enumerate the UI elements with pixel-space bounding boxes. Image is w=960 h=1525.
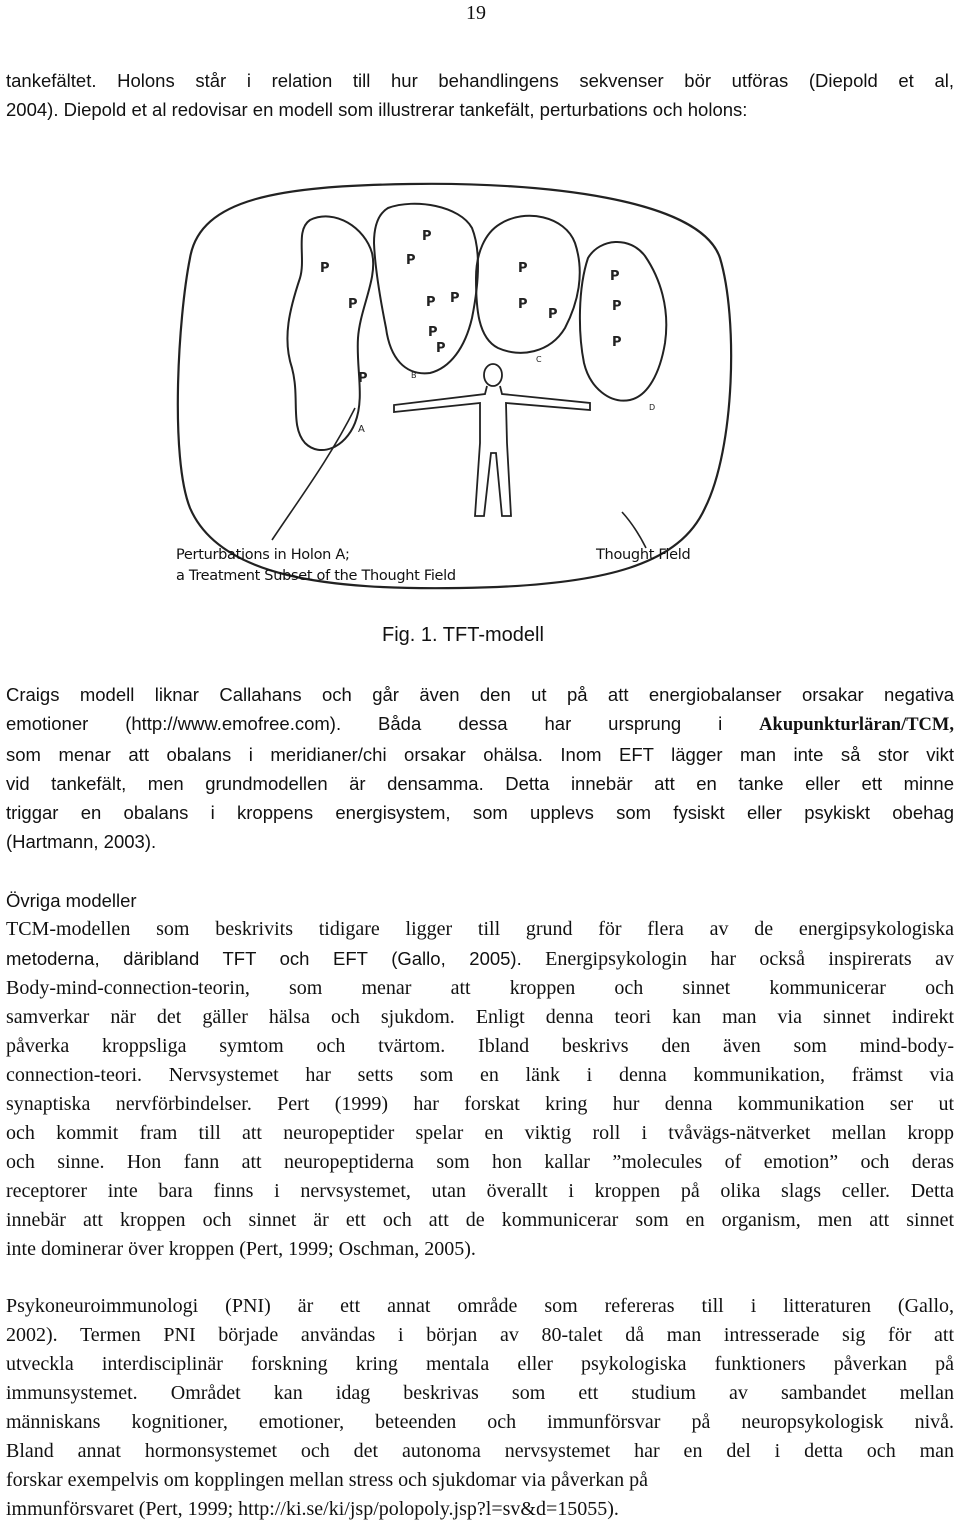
ovriga-line: och sinne. Hon fann att neuropeptiderna som hon kallar ”molecules of emotion” och deras: [6, 1151, 954, 1173]
page-number: 19: [466, 2, 486, 24]
ovriga-line: connection-teori. Nervsystemet har setts som en länk i denna kommunikation, främst via: [6, 1064, 954, 1086]
perturbation-p: P: [518, 297, 528, 312]
perturbation-marks: [320, 229, 655, 435]
pni-line: Psykoneuroimmunologi (PNI) är ett annat område som refereras till i litteraturen (Gallo,: [6, 1295, 954, 1317]
perturbation-p: P: [358, 371, 368, 386]
craig-line: vid tankefält, men grundmodellen är densamma. Detta innebär att en tanke eller ett minne: [6, 773, 954, 794]
figure-label-perturbations: Perturbations in Holon A;: [176, 547, 350, 563]
craig-line: Craigs modell liknar Callahans och går även den ut på att energiobalanser orsakar negativa: [6, 684, 954, 705]
craig-line: (Hartmann, 2003).: [6, 831, 157, 852]
pointer-thought-field-line: [622, 512, 646, 548]
ovriga-line: inte dominerar över kroppen (Pert, 1999; Oschman, 2005).: [6, 1238, 476, 1260]
craig-url-text: emotioner (http://www.emofree.com).: [6, 713, 342, 734]
figure-label-thought-field: Thought Field: [596, 547, 691, 563]
ovriga-line: TCM-modellen som beskrivits tidigare ligger till grund för flera av de energipsykologiska: [6, 918, 954, 940]
perturbation-p: P: [422, 229, 432, 244]
human-figure: [394, 364, 590, 516]
ovriga-line: innebär att kroppen och sinnet är ett och att de kommunicerar som en organism, men att sinnet: [6, 1209, 954, 1231]
holon-c: [476, 216, 580, 353]
ovriga-line: receptorer inte bara finns i nervsystemet, utan överallt i kroppen på olika slags celler. Detta: [6, 1180, 954, 1202]
ovriga-line: samverkar när det gäller hälsa och sjukdom. Enligt denna teori kan man via sinnet indirekt: [6, 1006, 954, 1028]
pni-line: människans kognitioner, emotioner, beteenden och immunförsvar på neuropsykologisk nivå.: [6, 1411, 954, 1433]
perturbation-p: P: [320, 261, 330, 276]
perturbation-p: P: [406, 253, 416, 268]
ovriga-line: synaptiska nervförbindelser. Pert (1999) har forskat kring hur denna kommunikation ser ut: [6, 1093, 954, 1115]
perturbation-p: P: [612, 335, 622, 350]
pni-paragraph: [6, 1292, 954, 1524]
holon-c-label: C: [536, 355, 542, 364]
intro-paragraph: [6, 66, 954, 124]
holon-a: [287, 216, 373, 450]
ovriga-line: [6, 944, 954, 974]
pni-line: forskar exempelvis om kopplingen mellan stress och sjukdomar via påverkan på: [6, 1469, 649, 1491]
craig-line: [6, 709, 954, 740]
ovriga-text: Energipsykologin har också inspirerats av: [521, 948, 954, 970]
perturbation-p: P: [450, 291, 460, 306]
ovriga-line: och kommit fram till att neuropeptider spelar en viktig roll i tvåvägs-nätverket mellan kropp: [6, 1122, 954, 1144]
perturbation-p: P: [548, 307, 558, 322]
craig-paragraph: [6, 680, 954, 856]
ovriga-line: påverka kroppsliga symtom och tvärtom. Ibland beskrivs den även som mind-body-: [6, 1035, 954, 1057]
holon-b-label: B: [411, 371, 417, 380]
perturbation-p: P: [428, 325, 438, 340]
pni-line: utveckla interdisciplinär forskning kring mentala eller psykologiska funktioners påverkan på: [6, 1353, 954, 1375]
perturbation-p: P: [612, 299, 622, 314]
holon-d-label: D: [649, 403, 656, 412]
craig-text: Båda dessa har ursprung i: [341, 713, 760, 734]
figure-label-treatment-subset: a Treatment Subset of the Thought Field: [176, 568, 456, 584]
pni-line: 2002). Termen PNI började användas i början av 80-talet då man intresserade sig för att: [6, 1324, 954, 1346]
intro-line: tankefältet. Holons står i relation till hur behandlingens sekvenser bör utföras (Diepold et al,: [6, 70, 954, 91]
pni-line: immunförsvaret (Pert, 1999; http://ki.se/ki/jsp/polopoly.jsp?l=sv&d=15055).: [6, 1498, 619, 1520]
ovriga-text: metoderna, däribland TFT och EFT (Gallo, 2005).: [6, 948, 522, 969]
perturbation-p: P: [610, 269, 620, 284]
section-heading: Övriga modeller: [6, 890, 137, 911]
pni-line: Bland annat hormonsystemet och det autonoma nervsystemet har en del i detta och man: [6, 1440, 954, 1462]
ovriga-line: Body-mind-connection-teorin, som menar att kroppen och sinnet kommunicerar och: [6, 977, 954, 999]
holon-a-label: A: [358, 424, 365, 435]
pni-line: immunsystemet. Området kan idag beskrivas som ett studium av sambandet mellan: [6, 1382, 954, 1404]
holon-d: [580, 242, 666, 401]
intro-line: 2004). Diepold et al redovisar en modell som illustrerar tankefält, perturbations och holons:: [6, 99, 748, 120]
ovriga-paragraph: [6, 886, 954, 1264]
perturbation-p: P: [348, 297, 358, 312]
perturbation-p: P: [426, 295, 436, 310]
perturbation-p: P: [518, 261, 528, 276]
craig-emphasis: Akupunkturläran/TCM,: [759, 715, 954, 735]
pointer-perturbation-line: [272, 408, 355, 540]
craig-line: som menar att obalans i meridianer/chi orsakar ohälsa. Inom EFT lägger man inte så stor vikt: [6, 744, 954, 765]
craig-line: triggar en obalans i kroppens energisystem, som upplevs som fysiskt eller psykiskt obehag: [6, 802, 954, 823]
tft-model-figure: [160, 168, 740, 598]
figure-caption: Fig. 1. TFT-modell: [382, 624, 544, 646]
perturbation-p: P: [436, 341, 446, 356]
